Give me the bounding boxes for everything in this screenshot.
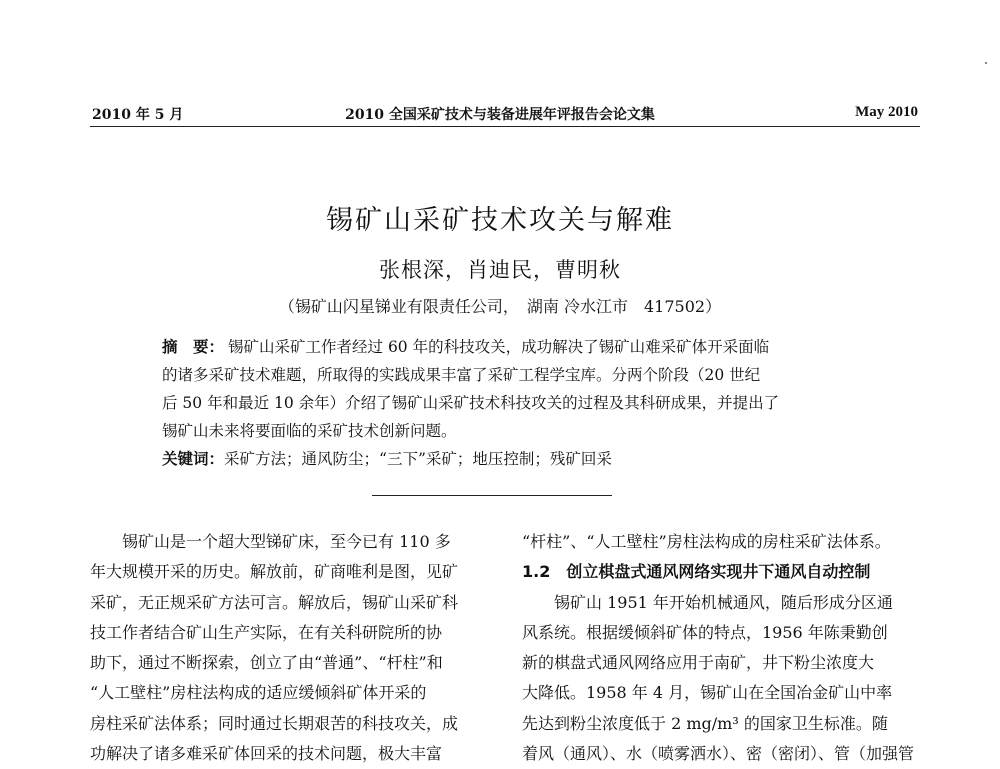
body-line: 锡矿山 1951 年开始机械通风，随后形成分区通: [554, 592, 893, 612]
abstract-text: 锡矿山采矿工作者经过 60 年的科技攻关，成功解决了锡矿山难采矿体开采面临: [228, 338, 770, 356]
body-line: 先达到粉尘浓度低于 2 mg/m³ 的国家卫生标准。随: [522, 713, 888, 733]
body-right-column: [522, 527, 932, 769]
body-line: 大降低。1958 年 4 月，锡矿山在全国冶金矿山中率: [522, 683, 893, 703]
abstract-line: 的诸多采矿技术难题，所取得的实践成果丰富了采矿工程学宝库。分两个阶段（20 世纪: [162, 366, 761, 384]
section-heading: 1.2 创立棋盘式通风网络实现井下通风自动控制: [522, 562, 871, 582]
paper-title: 锡矿山采矿技术攻关与解难: [326, 205, 674, 236]
keywords-label: 关键词：: [162, 450, 225, 468]
header-proceedings-title: 2010 全国采矿技术与装备进展年评报告会论文集: [345, 107, 655, 123]
abstract-line: 锡矿山未来将要面临的采矿技术创新问题。: [162, 422, 457, 440]
header-date-cn: 2010 年 5 月: [92, 107, 184, 123]
abstract-block: [162, 333, 862, 473]
body-line: 功解决了诸多难采矿体回采的技术问题，极大丰富: [90, 744, 443, 764]
body-line: 风系统。根据缓倾斜矿体的特点，1956 年陈秉勤创: [522, 622, 888, 642]
paper-authors: 张根深，肖迪民，曹明秋: [379, 258, 621, 282]
keywords-text: 采矿方法；通风防尘；“三下”采矿；地压控制；残矿回采: [224, 450, 612, 468]
body-line: “人工壁柱”房柱法构成的适应缓倾斜矿体开采的: [90, 683, 427, 703]
body-line: 技工作者结合矿山生产实际，在有关科研院所的协: [90, 622, 443, 642]
scan-speck: [985, 62, 987, 64]
paper-affiliation: （锡矿山闪星锑业有限责任公司， 湖南 冷水江市 417502）: [278, 297, 722, 316]
body-line: 采矿，无正规采矿方法可言。解放后，锡矿山采矿科: [90, 592, 459, 612]
body-line: 年大规模开采的历史。解放前，矿商唯利是图，见矿: [90, 562, 459, 582]
body-line: 助下，通过不断探索，创立了由“普通”、“杆柱”和: [90, 653, 443, 673]
abstract-label: 摘 要：: [162, 338, 225, 356]
body-line: 新的棋盘式通风网络应用于南矿，井下粉尘浓度大: [522, 653, 875, 673]
keywords-line: [162, 445, 862, 473]
header-rule: [90, 126, 920, 127]
body-line: “杆柱”、“人工壁柱”房柱法构成的房柱采矿法体系。: [522, 532, 891, 551]
body-line: 房柱采矿法体系；同时通过长期艰苦的科技攻关，成: [90, 713, 459, 733]
abstract-line: [162, 333, 862, 361]
body-line: 锡矿山是一个超大型锑矿床，至今已有 110 多: [122, 532, 451, 551]
abstract-line: 后 50 年和最近 10 余年）介绍了锡矿山采矿技术科技攻关的过程及其科研成果，并提出了: [162, 394, 780, 412]
abstract-separator: [372, 495, 612, 496]
header-date-en: May 2010: [855, 104, 918, 120]
body-left-column: [90, 527, 500, 769]
body-line: 着风（通风）、水（喷雾洒水）、密（密闭）、管（加强管: [522, 744, 915, 764]
